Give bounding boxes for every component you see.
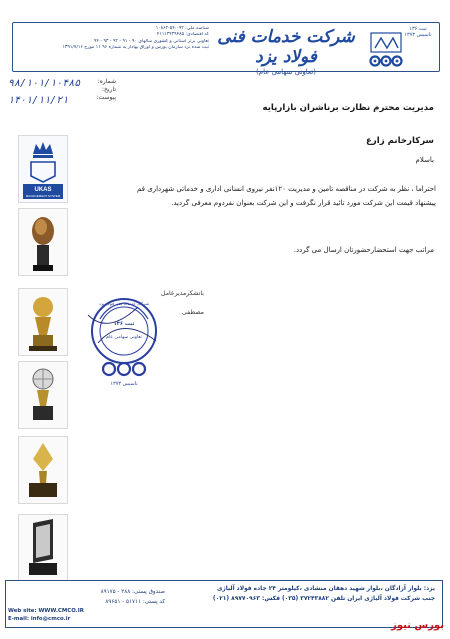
company-info [19, 26, 209, 52]
trophy-icon [19, 515, 67, 581]
postal-code: کد پستی: ۵۱۷۱۱ - ۸۹۶۵۱ [105, 599, 165, 605]
signature-name: مصطفی [181, 309, 204, 316]
award-globe-trophy [18, 361, 68, 429]
reference-labels [68, 78, 116, 102]
company-name: شرکت خدمات فنی فولاد یزد [217, 27, 355, 67]
greeting: باسلام [415, 156, 434, 164]
ukas-certificate [18, 135, 68, 203]
website-link[interactable]: Web site: WWW.CMCO.IR [8, 608, 84, 614]
letter-date: ۱۴۰۱/۱۱/۲۱ [8, 95, 69, 106]
number-label: شماره: [97, 78, 116, 85]
stamp-type: تعاونی سهامی عام [106, 335, 142, 340]
trophy-icon [19, 437, 67, 503]
info-line: ثبت شده نزد سازمان بورس و اوراق بهادار به شماره ۹۶ ۱۱ مورخ ۱۳۹۱/۷/۱۶ [62, 45, 209, 51]
email-link[interactable]: E-mail: info@cmco.ir [8, 616, 71, 622]
date-label: تاریخ: [102, 86, 116, 93]
info-line: شناسه ملی: ۹۲-۵۴۰-۱۰۸۶۲ [155, 26, 209, 31]
award-dark-plaque [18, 514, 68, 582]
address-line: یزد: بلوار آزادگان ،بلوار شهید دهقان منشادی ،کیلومتر ۲۴ جاده فولاد آلیاژی [216, 586, 435, 592]
ukas-sub-label: MANAGEMENT SYSTEM [25, 194, 61, 198]
stamp-founded: تاسیس ۱۳۷۳ [110, 381, 138, 387]
award-golden-crystal [18, 436, 68, 504]
trophy-icon [19, 362, 67, 428]
attachment-label: پیوست: [96, 94, 116, 101]
footer-web [8, 607, 84, 623]
info-line: تعاونی برتر استانی و کشوری سالهای ۹۰ - ۹۱ - ۹۲ - ۹۳ - ۹۴ [93, 38, 209, 44]
footer-address [173, 584, 435, 604]
paragraph-line: احتراما ، نظر به شرکت در مناقصه تامین و مدیریت ۱۲۰نفر نیروی انسانی اداری و خدماتی شهرداری قم [137, 185, 436, 193]
company-logo [367, 26, 433, 68]
letter-number: ۹۸/۱۰۱/۱۰۴۸۵ [8, 78, 81, 89]
address-line: جنب شرکت فولاد آلیاژی ایران تلفن ۳۷۲۴۳۸۸۲ (۰۳۵) فکس: ۸۹۷۷۰۹۶۳ (۰۲۱) [212, 596, 435, 602]
stamp-ring-text: شرکت خدمات فنی فولاد یزد [98, 301, 149, 306]
company-stamp [78, 295, 170, 391]
paragraph-line: پیشنهاد قیمت این شرکت مورد تائید قرار نگرفت و این شرکت بعنوان نفردوم معرفی گردید. [171, 199, 436, 207]
ukas-label: UKAS [34, 187, 52, 193]
signature-title: باتشکرمدیرعامل [161, 290, 204, 297]
trophy-icon [19, 209, 67, 275]
company-type: (تعاونی سهامی عام) [256, 68, 316, 76]
brand-block [211, 27, 361, 76]
watermark: بورس نیوز [391, 620, 444, 631]
trophy-icon [19, 289, 67, 355]
addressee: مدیریت محترم نظارت برناشران بازارپایه [262, 103, 434, 113]
letter-footer [5, 577, 441, 628]
award-gold-figure [18, 288, 68, 356]
award-bronze-statue [18, 208, 68, 276]
letterhead [12, 22, 440, 76]
ukas-crown-icon [19, 136, 67, 202]
footer-postal [81, 587, 165, 607]
info-line: کد اقتصادی: ۴۱۱۱۳۴۳۹۴۸۵ [156, 32, 209, 38]
stamp-icon [78, 295, 170, 391]
closing-line: مراتب جهت استحضارحضورتان ارسال می گردد. [293, 246, 434, 254]
recipient: سرکارخانم زارع [365, 136, 434, 146]
stamp-registration: ثبت ۱۳۶ [113, 321, 135, 327]
logo-caption: ثبت ۱۳۶ تاسیس ۱۳۷۳ [404, 26, 432, 38]
letter-paragraph [106, 182, 436, 210]
po-box: صندوق پستی: ۲۸۸ - ۸۹۱۷۵ [100, 589, 165, 595]
